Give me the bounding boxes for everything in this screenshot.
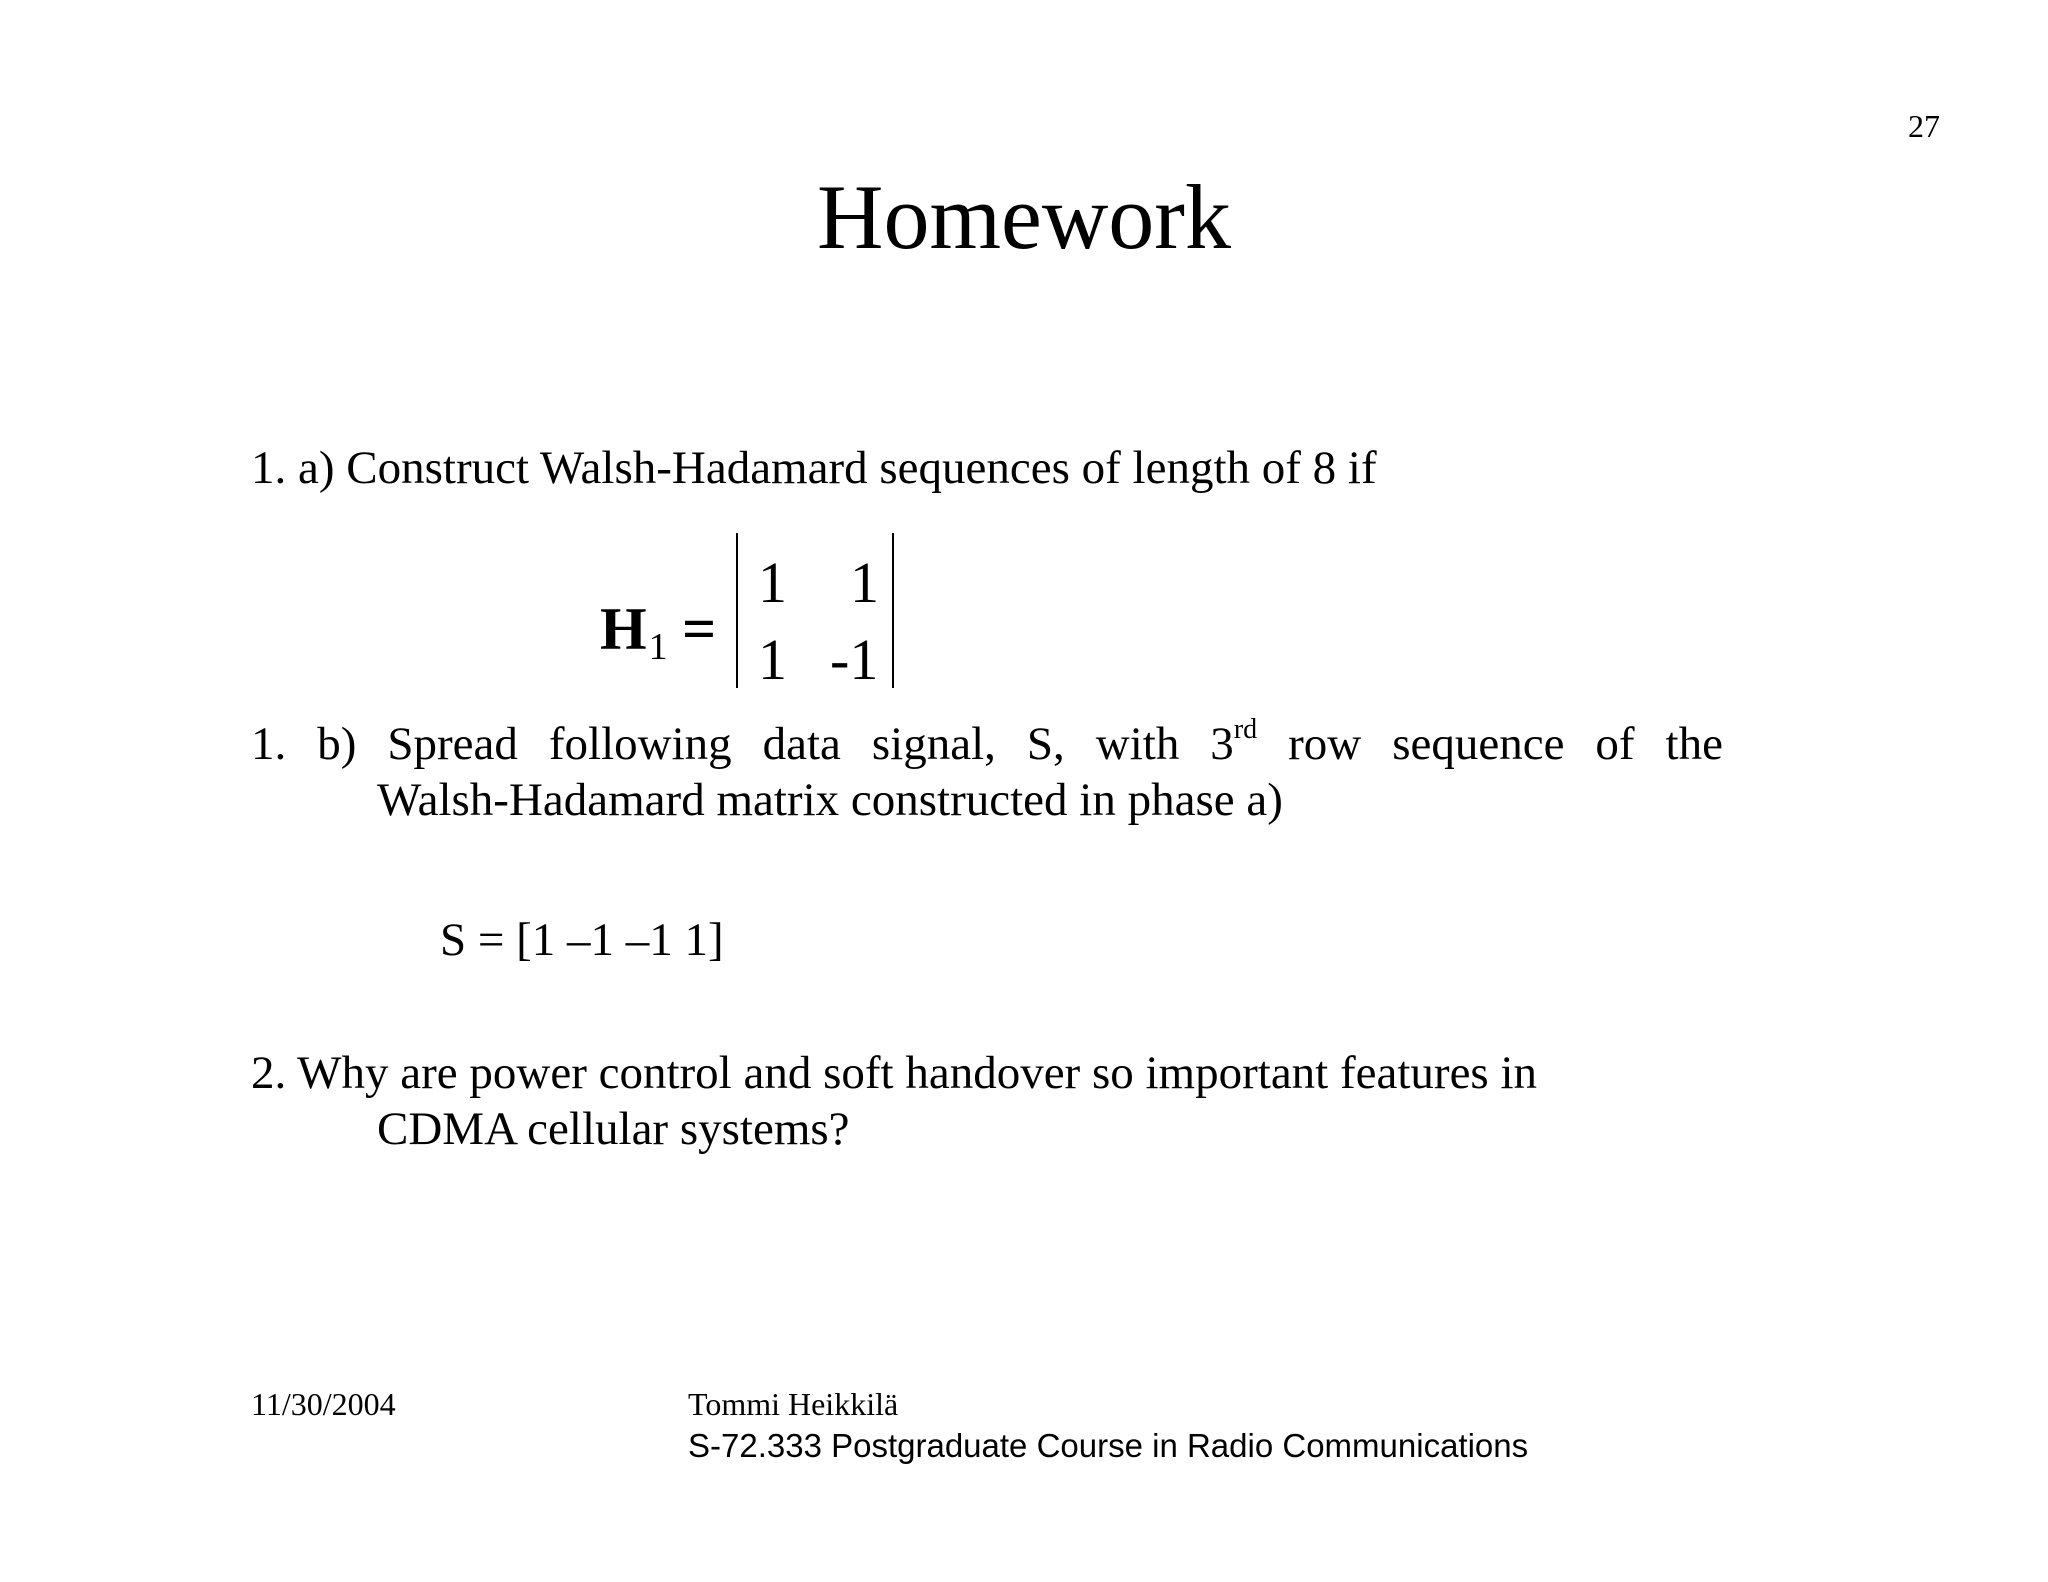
data-signal: S = [1 –1 –1 1] — [440, 914, 724, 966]
matrix-right-bar — [892, 533, 894, 688]
question-1a: 1. a) Construct Walsh-Hadamard sequences of length of 8 if — [251, 442, 1377, 494]
question-1b-text-end: row sequence of the — [1257, 718, 1723, 770]
slide-title: Homework — [817, 166, 1231, 268]
matrix-cell-0-1: 1 — [850, 550, 879, 615]
matrix-cell-0-0: 1 — [758, 550, 787, 615]
matrix-cell-1-0: 1 — [758, 627, 787, 692]
question-2-line1: 2. Why are power control and soft handover so important features in — [251, 1047, 1538, 1099]
matrix-cell-1-1: -1 — [830, 627, 879, 692]
matrix-equals: = — [682, 596, 717, 662]
footer-course: S-72.333 Postgraduate Course in Radio Communications — [688, 1427, 1529, 1464]
footer-date: 11/30/2004 — [251, 1386, 396, 1422]
matrix-name — [600, 594, 668, 672]
footer-author: Tommi Heikkilä — [688, 1386, 899, 1422]
matrix-left-bar — [736, 533, 738, 688]
page-number: 27 — [1908, 108, 1940, 144]
question-1b-superscript: rd — [1233, 714, 1258, 746]
question-1b-line2: Walsh-Hadamard matrix constructed in phase a) — [377, 774, 1283, 826]
question-1b-text-start: 1. b) Spread following data signal, S, with 3 — [251, 718, 1234, 770]
matrix-symbol: H — [600, 596, 647, 662]
question-2-line2: CDMA cellular systems? — [377, 1103, 850, 1155]
matrix-subscript: 1 — [648, 626, 668, 668]
question-1b-line1 — [251, 716, 1723, 772]
